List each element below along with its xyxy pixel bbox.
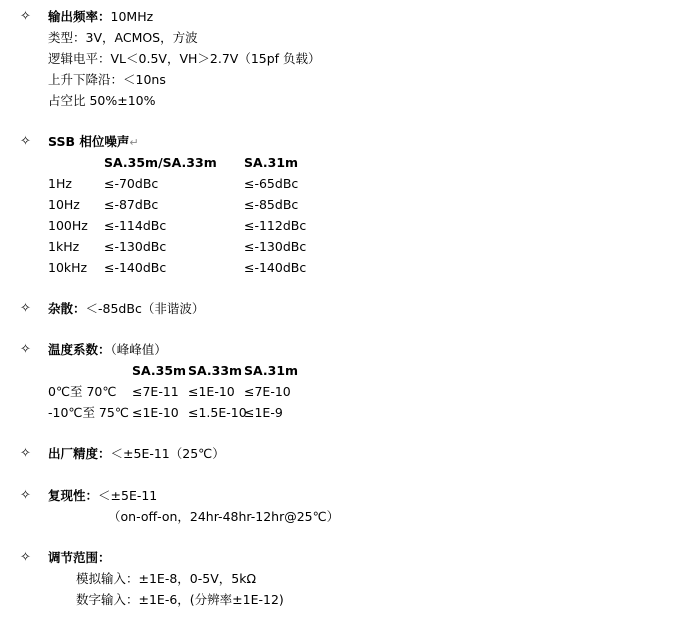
reproducibility-note: （on-off-on，24hr-48hr-12hr@25℃） bbox=[108, 509, 340, 524]
bullet-diamond-icon: ✧ bbox=[20, 342, 31, 357]
factory-accuracy-value: ＜±5E-11（25℃） bbox=[110, 446, 225, 461]
reproducibility-value: ＜±5E-11 bbox=[98, 488, 158, 503]
ssb-cell-b: ≤-65dBc bbox=[244, 176, 299, 191]
ssb-title bbox=[48, 133, 139, 151]
temp-cell-a: ≤7E-11 bbox=[132, 384, 179, 399]
temp-cell-c: ≤7E-10 bbox=[244, 384, 291, 399]
temp-coefficient-line bbox=[48, 341, 167, 359]
temp-cell-b: ≤1E-10 bbox=[188, 384, 235, 399]
digital-input-line: 数字输入：±1E-6，(分辨率±1E-12) bbox=[76, 592, 284, 607]
bullet-diamond-icon: ✧ bbox=[20, 9, 31, 24]
temp-cell-c: ≤1E-9 bbox=[244, 405, 283, 420]
bullet-diamond-icon: ✧ bbox=[20, 301, 31, 316]
ssb-cell-a: ≤-70dBc bbox=[104, 176, 159, 191]
factory-accuracy-label: 出厂精度： bbox=[48, 446, 111, 461]
ssb-cell-a: ≤-114dBc bbox=[104, 218, 167, 233]
bullet-diamond-icon: ✧ bbox=[20, 488, 31, 503]
bullet-diamond-icon: ✧ bbox=[20, 446, 31, 461]
bullet-diamond-icon: ✧ bbox=[20, 550, 31, 565]
ssb-cell-freq: 100Hz bbox=[48, 218, 88, 233]
ssb-cell-freq: 10kHz bbox=[48, 260, 88, 275]
temp-cell-a: ≤1E-10 bbox=[132, 405, 179, 420]
ssb-cell-b: ≤-112dBc bbox=[244, 218, 307, 233]
ssb-cell-a: ≤-140dBc bbox=[104, 260, 167, 275]
return-mark-icon: ↵ bbox=[129, 136, 139, 149]
adjust-range-label: 调节范围： bbox=[48, 550, 111, 565]
spurious-line bbox=[48, 300, 204, 318]
temp-col-header-2: SA.33m bbox=[188, 363, 243, 378]
reproducibility-line bbox=[48, 487, 157, 505]
ssb-cell-b: ≤-140dBc bbox=[244, 260, 307, 275]
ssb-cell-freq: 10Hz bbox=[48, 197, 80, 212]
ssb-col-header-2: SA.31m bbox=[244, 155, 299, 170]
output-frequency-value: 10MHz bbox=[110, 9, 154, 24]
output-frequency-line bbox=[48, 8, 153, 26]
ssb-col-header-1: SA.35m/SA.33m bbox=[104, 155, 217, 170]
type-line: 类型：3V，ACMOS，方波 bbox=[48, 30, 198, 45]
ssb-cell-b: ≤-130dBc bbox=[244, 239, 307, 254]
reproducibility-label: 复现性： bbox=[48, 488, 99, 503]
output-frequency-label: 输出频率： bbox=[48, 9, 111, 24]
spurious-value: ＜-85dBc（非谐波） bbox=[85, 301, 205, 316]
ssb-cell-freq: 1kHz bbox=[48, 239, 80, 254]
ssb-title-text: SSB 相位噪声 bbox=[48, 134, 130, 149]
spurious-label: 杂散： bbox=[48, 301, 86, 316]
temp-coefficient-label: 温度系数： bbox=[48, 342, 111, 357]
temp-coefficient-note: （峰峰值） bbox=[110, 342, 167, 357]
bullet-diamond-icon: ✧ bbox=[20, 134, 31, 149]
ssb-cell-a: ≤-130dBc bbox=[104, 239, 167, 254]
temp-cell-range: 0℃至 70℃ bbox=[48, 384, 117, 399]
temp-col-header-3: SA.31m bbox=[244, 363, 299, 378]
ssb-cell-freq: 1Hz bbox=[48, 176, 72, 191]
temp-col-header-1: SA.35m bbox=[132, 363, 187, 378]
analog-input-line: 模拟输入：±1E-8，0-5V，5kΩ bbox=[76, 571, 256, 586]
logic-level-line: 逻辑电平：VL＜0.5V，VH＞2.7V（15pf 负载） bbox=[48, 51, 321, 66]
temp-cell-range: -10℃至 75℃ bbox=[48, 405, 129, 420]
factory-accuracy-line bbox=[48, 445, 225, 463]
temp-cell-b: ≤1.5E-10 bbox=[188, 405, 247, 420]
duty-cycle-line: 占空比 50%±10% bbox=[48, 93, 156, 108]
ssb-cell-a: ≤-87dBc bbox=[104, 197, 159, 212]
ssb-cell-b: ≤-85dBc bbox=[244, 197, 299, 212]
rise-fall-line: 上升下降沿：＜10ns bbox=[48, 72, 166, 87]
